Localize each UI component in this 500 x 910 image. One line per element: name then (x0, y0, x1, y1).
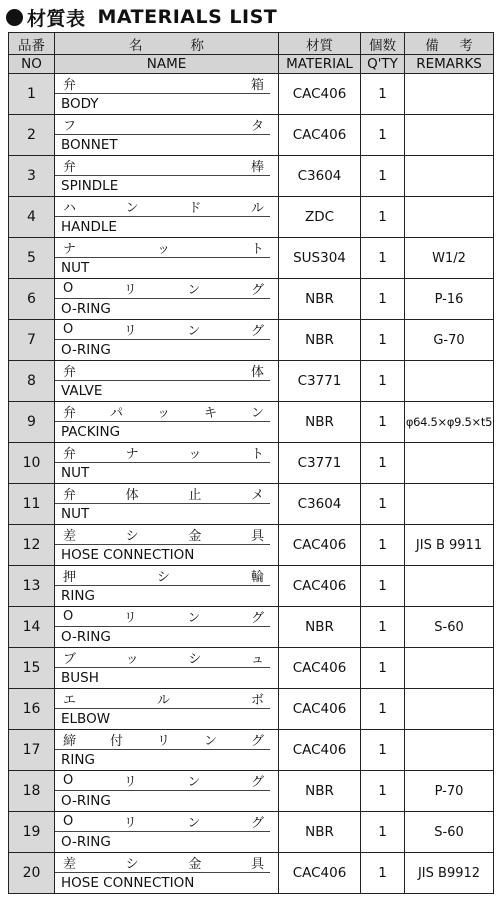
part-name-jp-char: リ (123, 283, 137, 298)
remarks-cell: P-16 (405, 279, 494, 320)
part-name-en: NUT (61, 506, 90, 522)
material-cell: NBR (279, 607, 361, 648)
quantity-cell: 1 (361, 402, 405, 443)
part-name-jp (55, 361, 270, 381)
part-name-jp-char: リ (123, 611, 137, 626)
material-cell: CAC406 (279, 853, 361, 894)
table-row (9, 361, 494, 402)
row-number: 20 (9, 853, 55, 894)
part-name-en: NUT (61, 260, 90, 276)
part-name-jp-char: O (63, 281, 74, 296)
header-material-en: MATERIAL (279, 55, 361, 74)
part-name-en: HANDLE (61, 219, 117, 235)
part-name-en: BONNET (61, 137, 118, 153)
table-row (9, 648, 494, 689)
material-cell: NBR (279, 771, 361, 812)
row-number: 14 (9, 607, 55, 648)
part-name-jp-char: ナ (125, 447, 139, 462)
part-name-jp-char: ナ (63, 242, 77, 257)
table-row (9, 115, 494, 156)
part-name-jp-char: メ (250, 488, 264, 503)
header-row-en (9, 55, 494, 74)
table-row (9, 689, 494, 730)
table-row (9, 812, 494, 853)
part-name-jp-char: ッ (156, 242, 170, 257)
part-name-jp-char: O (63, 322, 74, 337)
remarks-cell: JIS B9912 (405, 853, 494, 894)
part-name-en: PACKING (61, 424, 121, 440)
part-name-jp (55, 853, 270, 873)
part-name-jp-char: タ (250, 119, 264, 134)
part-name-jp-char: シ (125, 857, 139, 872)
quantity-cell: 1 (361, 443, 405, 484)
part-name-cell (55, 484, 279, 525)
part-name-jp-char: 弁 (63, 488, 77, 503)
remarks-cell (405, 361, 494, 402)
material-cell: NBR (279, 402, 361, 443)
table-row (9, 566, 494, 607)
part-name-jp-char: 具 (250, 857, 264, 872)
part-name-jp-char: ハ (63, 201, 77, 216)
part-name-jp (55, 156, 270, 176)
part-name-jp-char: 輪 (250, 570, 264, 585)
table-row (9, 320, 494, 361)
part-name-cell (55, 689, 279, 730)
part-name-jp (55, 279, 270, 299)
part-name-jp-char: ッ (156, 406, 170, 421)
part-name-cell (55, 279, 279, 320)
part-name-jp-char: ボ (250, 693, 264, 708)
part-name-cell (55, 566, 279, 607)
part-name-jp-char: ル (156, 693, 170, 708)
part-name-en: BODY (61, 96, 99, 112)
part-name-jp-char: ン (203, 734, 217, 749)
part-name-cell (55, 320, 279, 361)
quantity-cell: 1 (361, 853, 405, 894)
part-name-en: NUT (61, 465, 90, 481)
part-name-jp-char: グ (250, 283, 264, 298)
remarks-cell (405, 156, 494, 197)
part-name-jp-char: 締 (63, 734, 77, 749)
row-number: 13 (9, 566, 55, 607)
part-name-jp-char: 金 (188, 529, 202, 544)
material-cell: NBR (279, 279, 361, 320)
row-number: 5 (9, 238, 55, 279)
material-cell: C3604 (279, 156, 361, 197)
part-name-jp-char: シ (125, 529, 139, 544)
table-row (9, 730, 494, 771)
part-name-jp-char: パ (109, 406, 123, 421)
part-name-cell (55, 525, 279, 566)
page-title (6, 4, 277, 30)
material-cell: CAC406 (279, 689, 361, 730)
quantity-cell: 1 (361, 607, 405, 648)
material-cell: C3771 (279, 443, 361, 484)
title-jp: 材質表 (27, 7, 86, 30)
part-name-jp (55, 730, 270, 750)
part-name-jp-char: 差 (63, 529, 77, 544)
part-name-jp-char: ン (250, 406, 264, 421)
part-name-jp-char: ン (187, 611, 201, 626)
part-name-en: HOSE CONNECTION (61, 875, 195, 891)
quantity-cell: 1 (361, 197, 405, 238)
table-row (9, 607, 494, 648)
quantity-cell: 1 (361, 361, 405, 402)
part-name-en: BUSH (61, 670, 99, 686)
part-name-jp-char: フ (63, 119, 77, 134)
part-name-jp-char: 押 (63, 570, 77, 585)
bullet-icon (6, 9, 23, 26)
part-name-jp-char: ル (250, 201, 264, 216)
quantity-cell: 1 (361, 812, 405, 853)
material-cell: NBR (279, 812, 361, 853)
part-name-en: O-RING (61, 342, 111, 358)
row-number: 18 (9, 771, 55, 812)
material-cell: C3771 (279, 361, 361, 402)
part-name-cell (55, 730, 279, 771)
part-name-jp-char: シ (188, 652, 202, 667)
remarks-cell (405, 443, 494, 484)
part-name-jp-char: 差 (63, 857, 77, 872)
part-name-en: O-RING (61, 629, 111, 645)
row-number: 7 (9, 320, 55, 361)
row-number: 8 (9, 361, 55, 402)
remarks-cell: φ64.5×φ9.5×t5 (405, 402, 494, 443)
part-name-en: O-RING (61, 793, 111, 809)
header-qty-jp: 個数 (361, 33, 405, 55)
row-number: 15 (9, 648, 55, 689)
row-number: 6 (9, 279, 55, 320)
part-name-jp-char: O (63, 814, 74, 829)
quantity-cell: 1 (361, 279, 405, 320)
part-name-jp (55, 525, 270, 545)
remarks-cell (405, 566, 494, 607)
part-name-cell (55, 238, 279, 279)
part-name-jp-char: 弁 (63, 365, 77, 380)
row-number: 12 (9, 525, 55, 566)
part-name-jp (55, 648, 270, 668)
table-row (9, 402, 494, 443)
part-name-jp-char: キ (203, 406, 217, 421)
part-name-jp-char: リ (123, 775, 137, 790)
row-number: 19 (9, 812, 55, 853)
row-number: 1 (9, 74, 55, 115)
part-name-jp-char: 金 (188, 857, 202, 872)
part-name-jp-char: 止 (188, 488, 202, 503)
header-name-jp (55, 33, 279, 55)
header-name-en: NAME (55, 55, 279, 74)
table-row (9, 484, 494, 525)
part-name-jp-char: 付 (109, 734, 123, 749)
part-name-jp (55, 689, 270, 709)
part-name-jp (55, 74, 270, 94)
part-name-jp-char: ブ (63, 652, 77, 667)
part-name-jp (55, 566, 270, 586)
part-name-cell (55, 771, 279, 812)
part-name-jp-char: ト (250, 447, 264, 462)
part-name-en: ELBOW (61, 711, 111, 727)
part-name-cell (55, 812, 279, 853)
part-name-en: HOSE CONNECTION (61, 547, 195, 563)
part-name-jp (55, 607, 270, 627)
table-row (9, 771, 494, 812)
table-row (9, 197, 494, 238)
quantity-cell: 1 (361, 74, 405, 115)
material-cell: NBR (279, 320, 361, 361)
part-name-jp-char: グ (250, 734, 264, 749)
part-name-jp (55, 812, 270, 832)
part-name-jp-char: グ (250, 816, 264, 831)
part-name-jp-char: ン (125, 201, 139, 216)
part-name-jp (55, 771, 270, 791)
material-cell: ZDC (279, 197, 361, 238)
part-name-en: RING (61, 588, 95, 604)
part-name-jp-char: 弁 (63, 406, 77, 421)
part-name-jp-char: リ (123, 816, 137, 831)
part-name-en: O-RING (61, 301, 111, 317)
part-name-cell (55, 402, 279, 443)
part-name-jp-char: リ (123, 324, 137, 339)
header-no-en: NO (9, 55, 55, 74)
part-name-jp-char: 体 (250, 365, 264, 380)
remarks-cell: G-70 (405, 320, 494, 361)
table-row (9, 156, 494, 197)
row-number: 10 (9, 443, 55, 484)
part-name-jp-char: O (63, 773, 74, 788)
remarks-cell: S-60 (405, 812, 494, 853)
row-number: 4 (9, 197, 55, 238)
remarks-cell: JIS B 9911 (405, 525, 494, 566)
part-name-cell (55, 853, 279, 894)
part-name-jp (55, 402, 270, 422)
header-remarks-en: REMARKS (405, 55, 494, 74)
table-row (9, 279, 494, 320)
part-name-jp-char: グ (250, 611, 264, 626)
part-name-jp (55, 115, 270, 135)
header-qty-en: Q'TY (361, 55, 405, 74)
part-name-cell (55, 74, 279, 115)
material-cell: C3604 (279, 484, 361, 525)
part-name-jp-char: 弁 (63, 78, 77, 93)
part-name-jp-char: 箱 (250, 78, 264, 93)
remarks-cell (405, 115, 494, 156)
table-row (9, 74, 494, 115)
part-name-jp-char: ッ (125, 652, 139, 667)
part-name-en: SPINDLE (61, 178, 119, 194)
table-row (9, 238, 494, 279)
part-name-jp-char: 具 (250, 529, 264, 544)
remarks-cell (405, 484, 494, 525)
material-cell: SUS304 (279, 238, 361, 279)
header-name-jp-char: 名 (129, 37, 143, 54)
part-name-jp-char: 体 (125, 488, 139, 503)
part-name-cell (55, 115, 279, 156)
header-row-jp (9, 33, 494, 55)
remarks-cell (405, 197, 494, 238)
header-name-jp-char: 称 (190, 37, 204, 54)
row-number: 9 (9, 402, 55, 443)
part-name-cell (55, 648, 279, 689)
part-name-en: O-RING (61, 834, 111, 850)
part-name-jp-char: グ (250, 324, 264, 339)
part-name-cell (55, 156, 279, 197)
remarks-cell (405, 730, 494, 771)
quantity-cell: 1 (361, 771, 405, 812)
part-name-jp-char: ト (250, 242, 264, 257)
part-name-jp (55, 197, 270, 217)
material-cell: CAC406 (279, 525, 361, 566)
part-name-jp-char: O (63, 609, 74, 624)
title-en: MATERIALS LIST (97, 6, 278, 28)
part-name-en: RING (61, 752, 95, 768)
header-remarks-jp-char: 考 (459, 37, 473, 54)
table-row (9, 443, 494, 484)
remarks-cell: S-60 (405, 607, 494, 648)
part-name-jp-char: グ (250, 775, 264, 790)
remarks-cell: P-70 (405, 771, 494, 812)
part-name-jp (55, 484, 270, 504)
part-name-jp-char: ン (187, 775, 201, 790)
quantity-cell: 1 (361, 730, 405, 771)
header-remarks-jp-char: 備 (425, 37, 439, 54)
quantity-cell: 1 (361, 566, 405, 607)
remarks-cell: W1/2 (405, 238, 494, 279)
part-name-jp-char: シ (156, 570, 170, 585)
part-name-jp-char: エ (63, 693, 77, 708)
quantity-cell: 1 (361, 484, 405, 525)
part-name-jp-char: ュ (250, 652, 264, 667)
part-name-jp-char: ン (187, 283, 201, 298)
remarks-cell (405, 648, 494, 689)
material-cell: CAC406 (279, 566, 361, 607)
material-cell: CAC406 (279, 648, 361, 689)
part-name-jp-char: ド (188, 201, 202, 216)
material-cell: CAC406 (279, 730, 361, 771)
header-remarks-jp (405, 33, 494, 55)
quantity-cell: 1 (361, 156, 405, 197)
row-number: 11 (9, 484, 55, 525)
material-cell: CAC406 (279, 115, 361, 156)
quantity-cell: 1 (361, 689, 405, 730)
part-name-cell (55, 607, 279, 648)
part-name-cell (55, 361, 279, 402)
table-row (9, 525, 494, 566)
part-name-jp-char: ン (187, 324, 201, 339)
part-name-jp (55, 320, 270, 340)
materials-table (8, 32, 494, 894)
part-name-jp-char: 弁 (63, 447, 77, 462)
row-number: 16 (9, 689, 55, 730)
row-number: 3 (9, 156, 55, 197)
part-name-jp-char: リ (156, 734, 170, 749)
quantity-cell: 1 (361, 525, 405, 566)
quantity-cell: 1 (361, 648, 405, 689)
quantity-cell: 1 (361, 115, 405, 156)
header-no-jp: 品番 (9, 33, 55, 55)
part-name-jp (55, 443, 270, 463)
row-number: 2 (9, 115, 55, 156)
part-name-cell (55, 197, 279, 238)
part-name-jp-char: 棒 (250, 160, 264, 175)
part-name-jp-char: ン (187, 816, 201, 831)
header-material-jp: 材質 (279, 33, 361, 55)
part-name-en: VALVE (61, 383, 103, 399)
part-name-cell (55, 443, 279, 484)
table-row (9, 853, 494, 894)
remarks-cell (405, 689, 494, 730)
quantity-cell: 1 (361, 238, 405, 279)
part-name-jp-char: 弁 (63, 160, 77, 175)
material-cell: CAC406 (279, 74, 361, 115)
part-name-jp-char: ッ (188, 447, 202, 462)
quantity-cell: 1 (361, 320, 405, 361)
part-name-jp (55, 238, 270, 258)
remarks-cell (405, 74, 494, 115)
row-number: 17 (9, 730, 55, 771)
